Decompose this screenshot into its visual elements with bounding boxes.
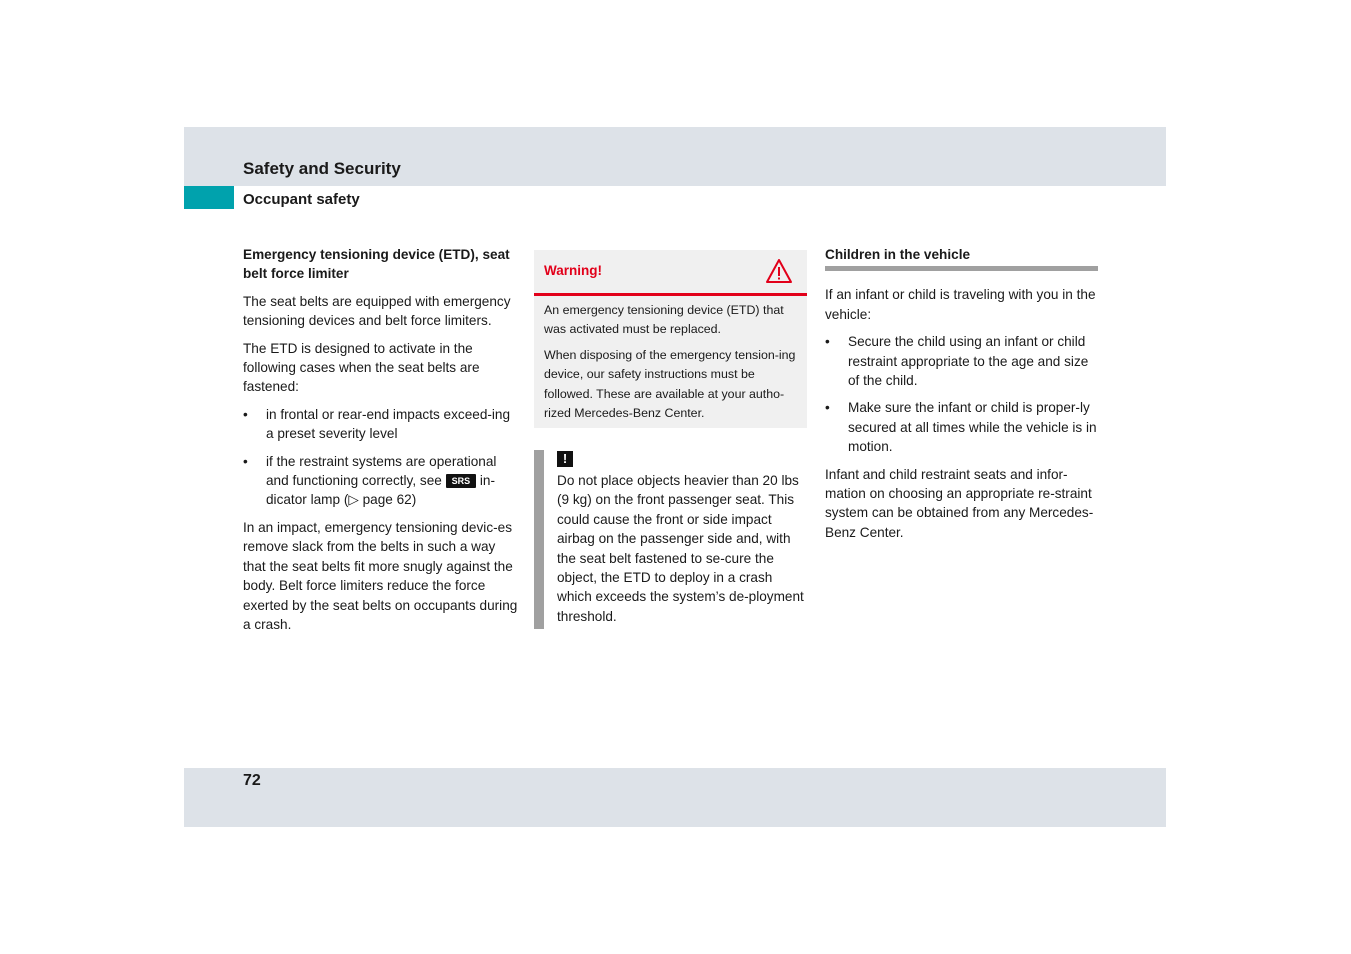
section-tab-marker xyxy=(184,186,234,209)
warning-title: Warning! xyxy=(544,263,602,278)
etd-bullet-list xyxy=(243,405,518,510)
subsection-title: Occupant safety xyxy=(243,191,360,208)
children-heading: Children in the vehicle xyxy=(825,245,1098,271)
right-column xyxy=(825,245,1098,550)
list-item xyxy=(243,452,518,510)
list-item-text: Make sure the infant or child is proper-ly secured at all times while the vehicle is in motion. xyxy=(848,400,1097,455)
page-number: 72 xyxy=(243,772,261,789)
etd-paragraph-1: The seat belts are equipped with emergency tensioning devices and belt force limiters. xyxy=(243,293,511,329)
list-item xyxy=(243,405,518,444)
warning-box xyxy=(534,250,807,428)
list-item-text: in frontal or rear-end impacts exceed-ing a preset severity level xyxy=(266,406,511,442)
list-item xyxy=(825,332,1098,390)
list-item-text: in-dicator lamp (▷ page 62) xyxy=(266,473,495,508)
warning-header xyxy=(534,250,807,296)
notice-text: Do not place objects heavier than 20 lbs (9 kg) on the front passenger seat. This could cause the front or side impact airbag on the passenger side and, with the seat belt fastened to se-cure the object, the ETD to deploy in a crash which exceeds the system’s de-ployment threshold. xyxy=(557,473,804,624)
warning-body xyxy=(534,296,807,423)
children-intro: If an infant or child is traveling with you in the vehicle: xyxy=(825,287,1096,322)
bullet-dot: • xyxy=(825,400,830,416)
etd-paragraph-2: The ETD is designed to activate in the following cases when the seat belts are fastened: xyxy=(243,340,480,395)
footer-band xyxy=(184,768,1166,827)
warning-triangle-icon xyxy=(765,258,793,284)
warning-paragraph-1: An emergency tensioning device (ETD) that was activated must be replaced. xyxy=(544,303,784,337)
list-item-text: Secure the child using an infant or child restraint appropriate to the age and size of the child. xyxy=(848,334,1089,389)
list-item xyxy=(825,398,1098,456)
warning-paragraph-2: When disposing of the emergency tension-ing device, our safety instructions must be followed. These are available at your autho-rized Mercedes-Benz Center. xyxy=(544,347,796,421)
section-title: Safety and Security xyxy=(243,159,401,178)
children-bullet-list xyxy=(825,332,1098,456)
caution-notice xyxy=(534,450,807,629)
etd-paragraph-3: In an impact, emergency tensioning devic-es remove slack from the belts in such a way that the seat belts fit more snugly against the body. Belt force limiters reduce the force exerted by the seat belts on occupants during a crash. xyxy=(243,519,518,632)
bullet-dot: • xyxy=(825,334,830,350)
bullet-dot: • xyxy=(243,406,248,422)
notice-bar xyxy=(534,450,544,629)
children-closing: Infant and child restraint seats and infor-mation on choosing an appropriate re-straint system can be obtained from any Mercedes-Benz Center. xyxy=(825,466,1094,540)
bullet-dot: • xyxy=(243,453,248,469)
exclamation-icon: ! xyxy=(557,451,573,467)
etd-heading: Emergency tensioning device (ETD), seat belt force limiter xyxy=(243,247,510,282)
left-column xyxy=(243,245,518,642)
list-item-text: if the restraint systems are operational and functioning correctly, see xyxy=(266,453,497,489)
srs-indicator-icon: SRS xyxy=(446,474,477,488)
